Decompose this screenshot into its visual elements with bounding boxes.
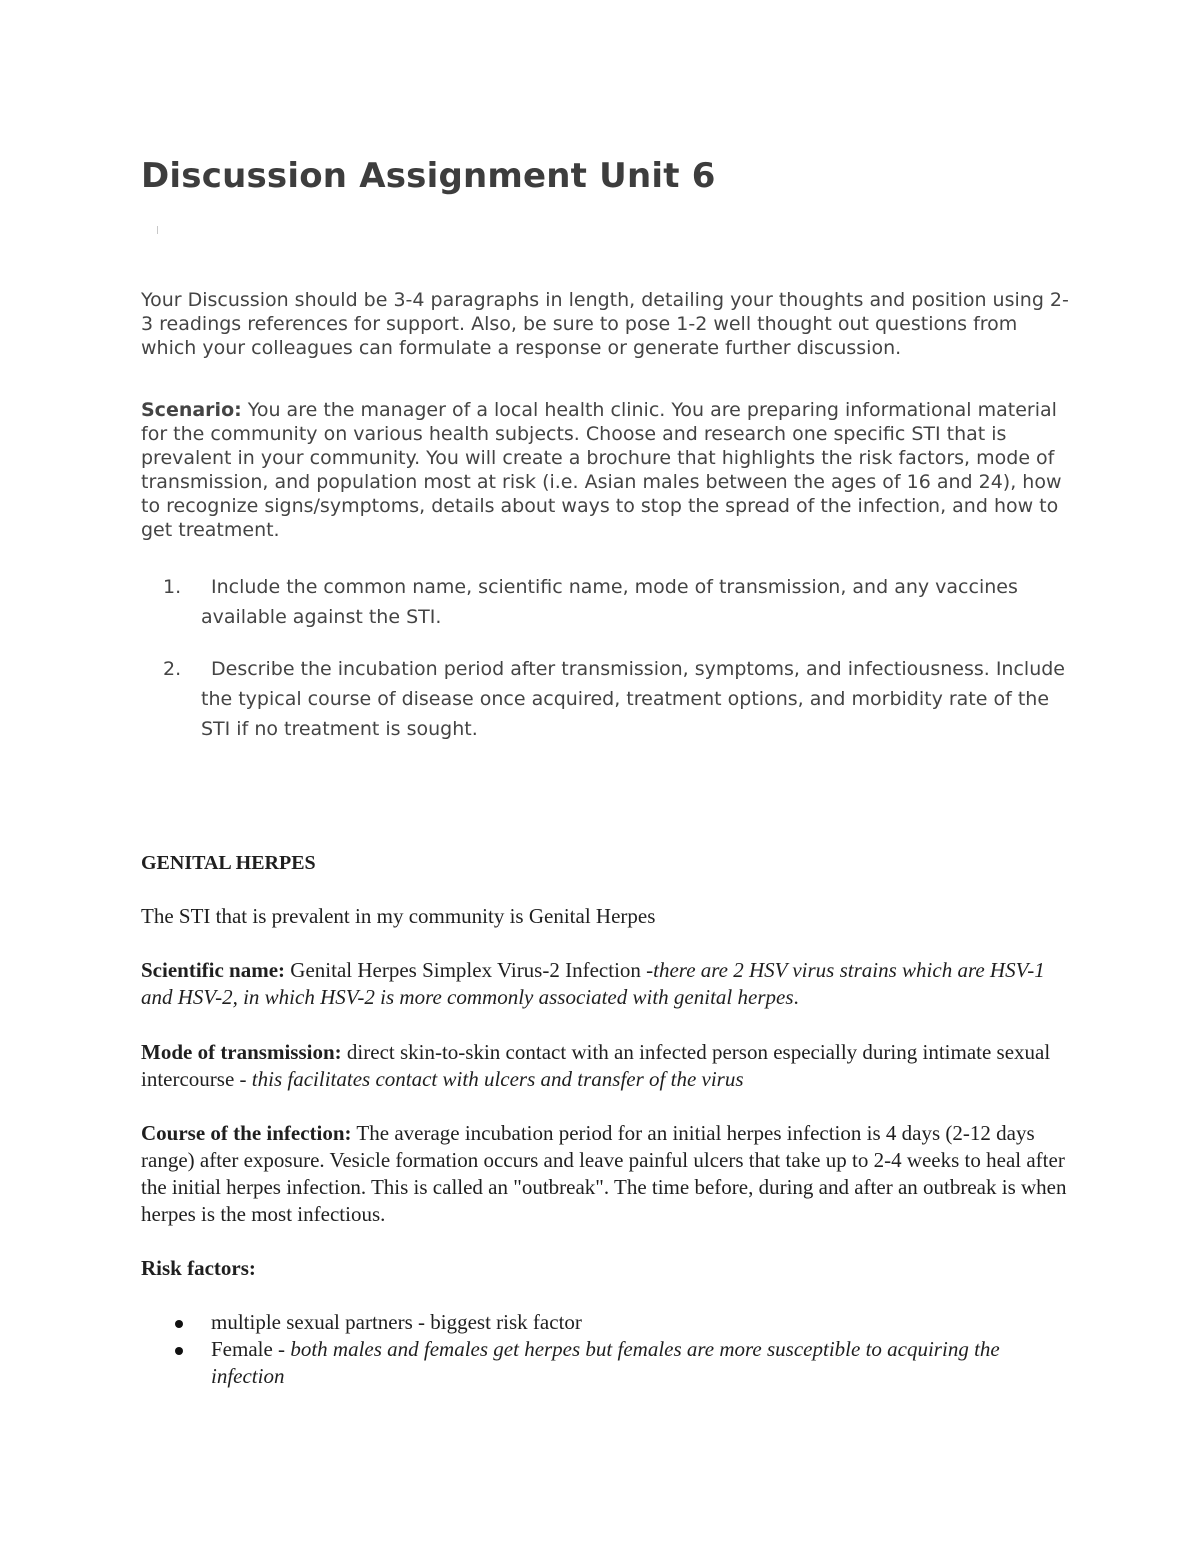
mode-label: Mode of transmission: [141, 1040, 342, 1064]
scenario-label: Scenario: [141, 399, 242, 421]
course-of-infection-paragraph [141, 1120, 1071, 1228]
scenario-paragraph [141, 398, 1071, 542]
mode-of-transmission-paragraph [141, 1039, 1071, 1093]
scientific-name-paragraph [141, 957, 1071, 1011]
task-list [141, 572, 1071, 766]
risk-factors-heading: Risk factors: [141, 1256, 256, 1280]
document-page [141, 150, 1071, 1388]
scientific-name-note: there are 2 HSV virus strains which are HSV-1 and HSV-2, in which HSV-2 is more commonly associated with genital herpes [141, 958, 1045, 1009]
scientific-name-text: Genital Herpes Simplex Virus-2 Infection - [285, 958, 654, 982]
course-text: The average incubation period for an initial herpes infection is 4 days (2-12 days range) after exposure. Vesicle formation occurs and leave painful ulcers that take up to 2-4 weeks to heal after the initial herpes infection. This is called an "outbreak". The time before, during and after an outbreak is when herpes is the most infectious. [141, 1121, 1067, 1226]
task-number: 2. [163, 658, 182, 680]
scenario-text: You are the manager of a local health clinic. You are preparing informational material for the community on various health subjects. Choose and research one specific STI that is prevalent in your community. You will create a brochure that highlights the risk factors, mode of transmission, and population most at risk (i.e. Asian males between the ages of 16 and 24), how to recognize signs/symptoms, details about ways to stop the spread of the infection, and how to get treatment. [141, 399, 1062, 541]
risk-note: both males and females get herpes but females are more susceptible to acquiring the infection [211, 1337, 1000, 1388]
bullet-icon [175, 1320, 183, 1328]
list-item [141, 572, 1071, 632]
risk-factors-list [141, 1309, 1071, 1390]
scientific-name-label: Scientific name: [141, 958, 286, 982]
risk-text: multiple sexual partners - biggest risk factor [211, 1310, 582, 1334]
list-item [141, 1336, 1071, 1390]
cursor-mark [157, 226, 158, 234]
task-text: Describe the incubation period after transmission, symptoms, and infectiousness. Include the typical course of disease once acquired, treatment options, and morbidity rate of the STI if no treatment is sought. [201, 658, 1065, 740]
answer-heading: GENITAL HERPES [141, 852, 316, 874]
document-title: Discussion Assignment Unit 6 [141, 156, 716, 196]
bullet-icon [175, 1347, 183, 1355]
course-label: Course of the infection: [141, 1121, 352, 1145]
task-number: 1. [163, 576, 182, 598]
list-item [141, 654, 1071, 744]
intro-paragraph: Your Discussion should be 3-4 paragraphs in length, detailing your thoughts and position using 2-3 readings references for support. Also, be sure to pose 1-2 well thought out questions from which your colleagues can formulate a response or generate further discussion. [141, 289, 1069, 359]
mode-text: direct skin-to-skin contact with an infected person especially during intimate sexual intercourse - [141, 1040, 1051, 1091]
task-text: Include the common name, scientific name, mode of transmission, and any vaccines available against the STI. [201, 576, 1018, 628]
mode-note: this facilitates contact with ulcers and transfer of the virus [251, 1067, 744, 1091]
prevalent-paragraph: The STI that is prevalent in my community is Genital Herpes [141, 904, 656, 928]
list-item [141, 1309, 1071, 1336]
scientific-name-end: . [793, 985, 799, 1009]
risk-text: Female - [211, 1337, 291, 1361]
